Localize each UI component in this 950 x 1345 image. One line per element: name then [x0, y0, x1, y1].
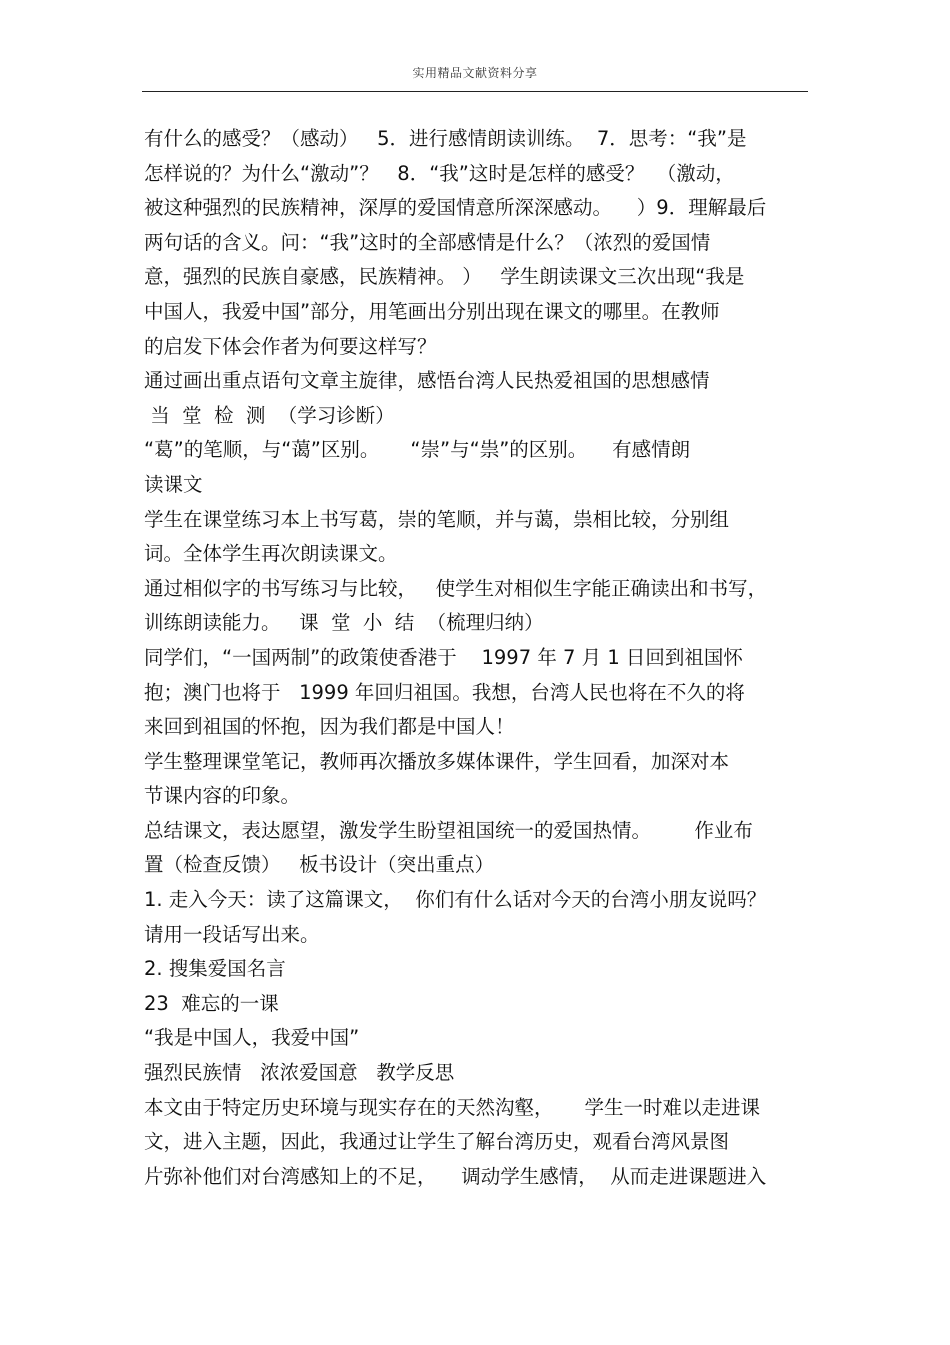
text-line: 节课内容的印象。 — [144, 784, 301, 808]
list-item: 2. 搜集爱国名言 — [144, 957, 286, 981]
header-divider — [142, 91, 808, 92]
text-line: 强烈民族情 浓浓爱国意 教学反思 — [144, 1061, 455, 1085]
section-heading: 当 堂 检 测 （学习诊断） — [144, 403, 395, 427]
document-body — [144, 122, 812, 1194]
text-line: 置（检查反馈） 板书设计（突出重点） — [144, 853, 495, 877]
text-line: “葛”的笔顺，与“蔼”区别。 “崇”与“祟”的区别。 有感情朗 — [144, 438, 691, 462]
text-line: 学生整理课堂笔记，教师再次播放多媒体课件，学生回看，加深对本 — [144, 749, 730, 773]
text-line: 被这种强烈的民族精神，深厚的爱国情意所深深感动。 ）9．理解最后 — [144, 196, 767, 220]
page-header: 实用精品文献资料分享 — [412, 66, 538, 80]
text-line: 来回到祖国的怀抱，因为我们都是中国人！ — [144, 715, 515, 739]
text-line: 总结课文，表达愿望，激发学生盼望祖国统一的爱国热情。 作业布 — [144, 818, 753, 842]
text-line: 请用一段话写出来。 — [144, 922, 320, 946]
list-item: 1. 走入今天：读了这篇课文， 你们有什么话对今天的台湾小朋友说吗？ — [144, 888, 767, 912]
text-line: 文，进入主题，因此，我通过让学生了解台湾历史，观看台湾风景图 — [144, 1130, 730, 1154]
text-line: 学生在课堂练习本上书写葛，崇的笔顺，并与蔼，祟相比较，分别组 — [144, 507, 730, 531]
text-line: 本文由于特定历史环境与现实存在的天然沟壑， 学生一时难以走进课 — [144, 1095, 760, 1119]
text-line: 怎样说的？为什么“激动”？ 8．“我”这时是怎样的感受？ （激动， — [144, 161, 735, 185]
lesson-title: 23 难忘的一课 — [144, 991, 279, 1015]
text-line: 同学们，“一国两制”的政策使香港于 1997 年 7 月 1 日回到祖国怀 — [144, 645, 743, 669]
text-line: 意，强烈的民族自豪感，民族精神。 ） 学生朗读课文三次出现“我是 — [144, 265, 745, 289]
text-line: 训练朗读能力。 课 堂 小 结 （梳理归纳） — [144, 611, 544, 635]
text-line: 两句话的含义。问：“我”这时的全部感情是什么？（浓烈的爱国情 — [144, 230, 711, 254]
text-line: 有什么的感受？（感动） 5．进行感情朗读训练。 7．思考：“我”是 — [144, 127, 747, 150]
text-line: “我是中国人，我爱中国” — [144, 1026, 360, 1050]
text-line: 通过相似字的书写练习与比较， 使学生对相似生字能正确读出和书写， — [144, 576, 768, 600]
text-line: 中国人，我爱中国”部分，用笔画出分别出现在课文的哪里。在教师 — [144, 299, 720, 323]
text-line: 通过画出重点语句文章主旋律，感悟台湾人民热爱祖国的思想感情 — [144, 369, 710, 393]
text-line: 读课文 — [144, 472, 203, 496]
text-line: 词。全体学生再次朗读课文。 — [144, 542, 398, 566]
text-line: 抱；澳门也将于 1999 年回归祖国。我想，台湾人民也将在不久的将 — [144, 680, 745, 704]
text-line: 的启发下体会作者为何要这样写？ — [144, 334, 437, 358]
text-line: 片弥补他们对台湾感知上的不足， 调动学生感情， 从而走进课题进入 — [144, 1164, 767, 1188]
